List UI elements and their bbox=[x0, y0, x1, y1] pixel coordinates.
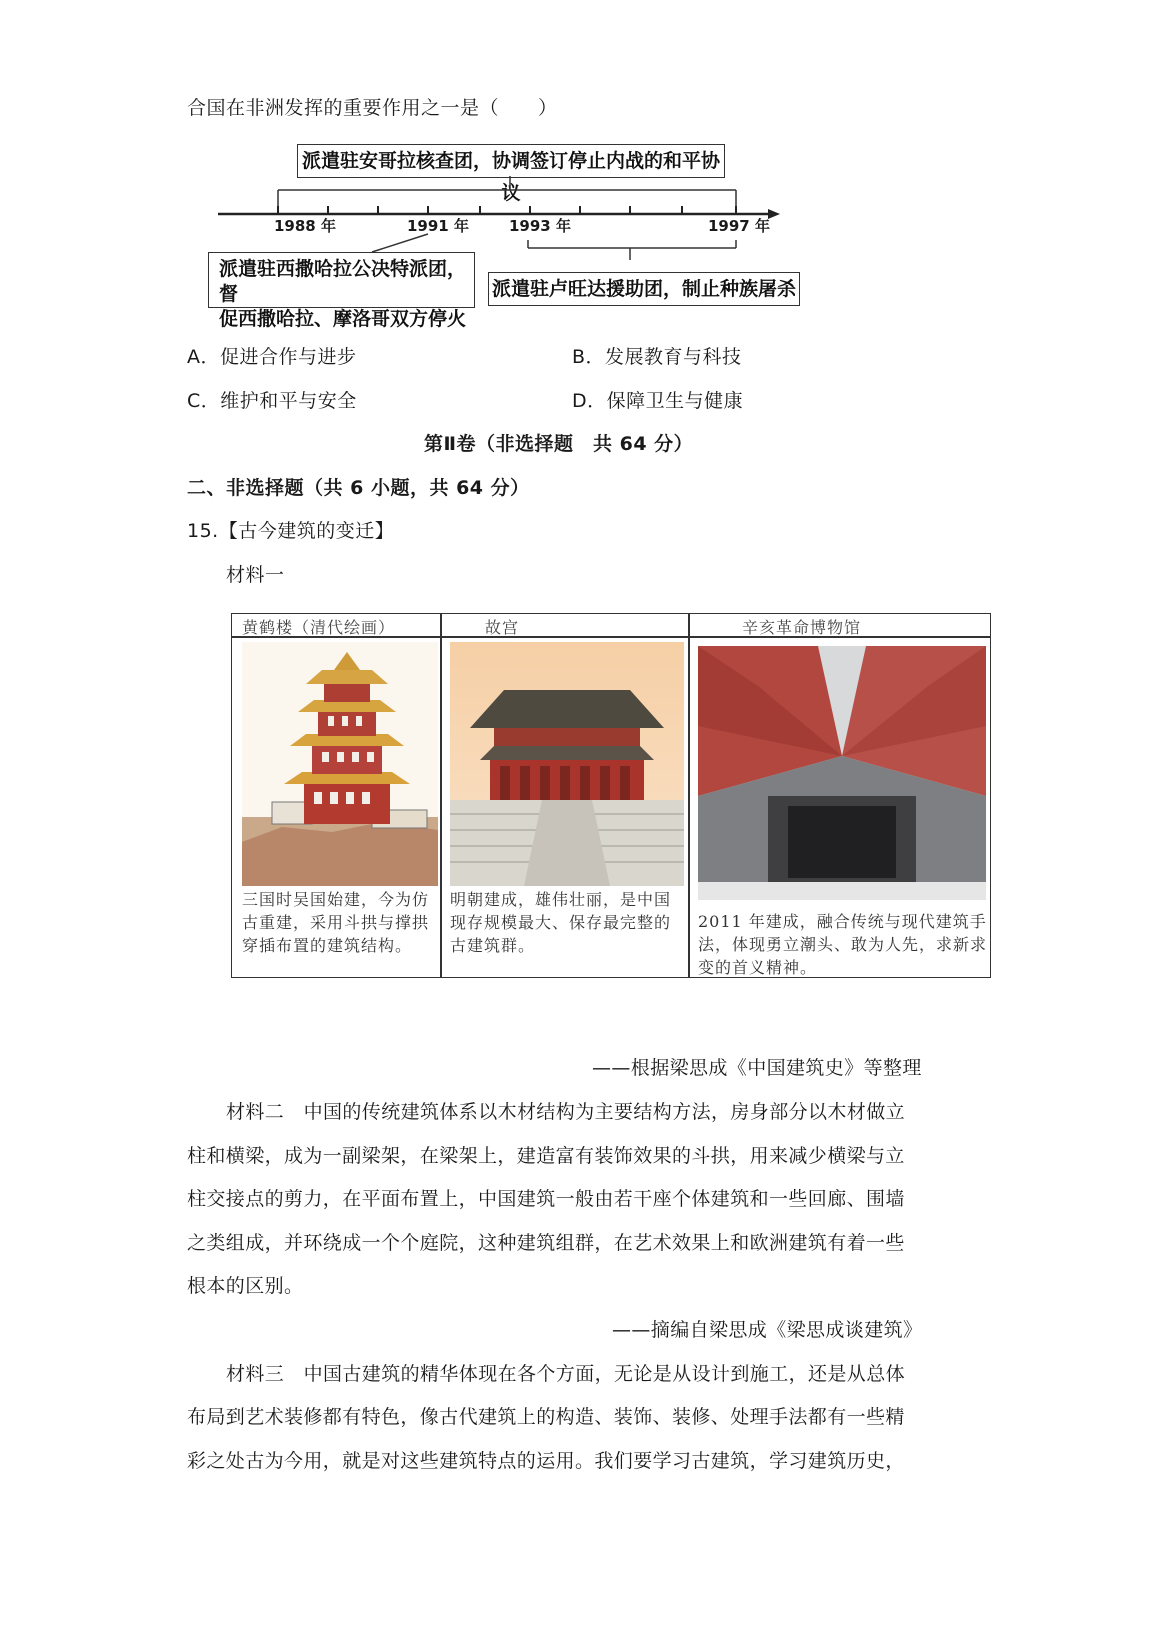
material3-line-1: 材料三 中国古建筑的精华体现在各个方面，无论是从设计到施工，还是从总体 bbox=[226, 1363, 906, 1385]
year-1991: 1991 年 bbox=[407, 217, 469, 235]
timeline-top-box: 派遣驻安哥拉核查团，协调签订停止内战的和平协议 bbox=[297, 144, 725, 178]
material2-line-1: 材料二 中国的传统建筑体系以木材结构为主要结构方法，房身部分以木材做立 bbox=[226, 1101, 906, 1123]
material2-line-4: 之类组成，并环绕成一个个庭院，这种建筑组群，在艺术效果上和欧洲建筑有着一些 bbox=[187, 1232, 905, 1254]
material2-line-5: 根本的区别。 bbox=[187, 1275, 304, 1297]
part2-heading: 二、非选择题（共 6 小题，共 64 分） bbox=[187, 477, 530, 499]
timeline-left-box bbox=[208, 252, 475, 330]
year-1997: 1997 年 bbox=[708, 217, 770, 235]
material2-line-3: 柱交接点的剪力，在平面布置上，中国建筑一般由若干座个体建筑和一些回廊、围墙 bbox=[187, 1188, 905, 1210]
material1-label: 材料一 bbox=[226, 564, 285, 586]
timeline-right-box: 派遣驻卢旺达援助团，制止种族屠杀 bbox=[488, 272, 800, 306]
forbidden-city-image bbox=[450, 642, 684, 886]
header-yellow-crane-tower: 黄鹤楼（清代绘画） bbox=[242, 618, 396, 637]
q15-title: 15.【古今建筑的变迁】 bbox=[187, 520, 395, 542]
buildings-table bbox=[231, 613, 991, 978]
option-d: D．保障卫生与健康 bbox=[572, 390, 744, 412]
source-1: ——根据梁思成《中国建筑史》等整理 bbox=[592, 1057, 922, 1079]
caption-yellow-crane-tower: 三国时吴国始建，今为仿古重建，采用斗拱与撑拱穿插布置的建筑结构。 bbox=[242, 890, 430, 955]
option-a: A．促进合作与进步 bbox=[187, 346, 357, 368]
xinhai-museum-image bbox=[698, 646, 986, 900]
material2-line-2: 柱和横梁，成为一副梁架，在梁架上，建造富有装饰效果的斗拱，用来减少横梁与立 bbox=[187, 1145, 905, 1167]
left-box-line2: 促西撒哈拉、摩洛哥双方停火 bbox=[219, 308, 467, 330]
question-stem: 合国在非洲发挥的重要作用之一是（ ） bbox=[187, 97, 558, 119]
yellow-crane-tower-image bbox=[242, 642, 438, 886]
year-1988: 1988 年 bbox=[274, 217, 336, 235]
option-b: B．发展教育与科技 bbox=[572, 346, 742, 368]
caption-forbidden-city: 明朝建成，雄伟壮丽，是中国现存规模最大、保存最完整的古建筑群。 bbox=[450, 890, 672, 955]
option-c: C．维护和平与安全 bbox=[187, 390, 357, 412]
header-xinhai-museum: 辛亥革命博物馆 bbox=[742, 618, 862, 637]
caption-xinhai-museum: 2011 年建成，融合传统与现代建筑手法，体现勇立潮头、敢为人先，求新求变的首义精神。 bbox=[698, 912, 988, 977]
source-2: ——摘编自梁思成《梁思成谈建筑》 bbox=[612, 1319, 923, 1341]
section2-title: 第Ⅱ卷（非选择题 共 64 分） bbox=[424, 433, 694, 455]
header-forbidden-city: 故宫 bbox=[485, 618, 520, 637]
material3-line-2: 布局到艺术装修都有特色，像古代建筑上的构造、装饰、装修、处理手法都有一些精 bbox=[187, 1406, 905, 1428]
year-1993: 1993 年 bbox=[509, 217, 571, 235]
left-box-line1: 派遣驻西撒哈拉公决特派团，督 bbox=[219, 258, 467, 305]
material3-line-3: 彩之处古为今用，就是对这些建筑特点的运用。我们要学习古建筑，学习建筑历史， bbox=[187, 1450, 905, 1472]
